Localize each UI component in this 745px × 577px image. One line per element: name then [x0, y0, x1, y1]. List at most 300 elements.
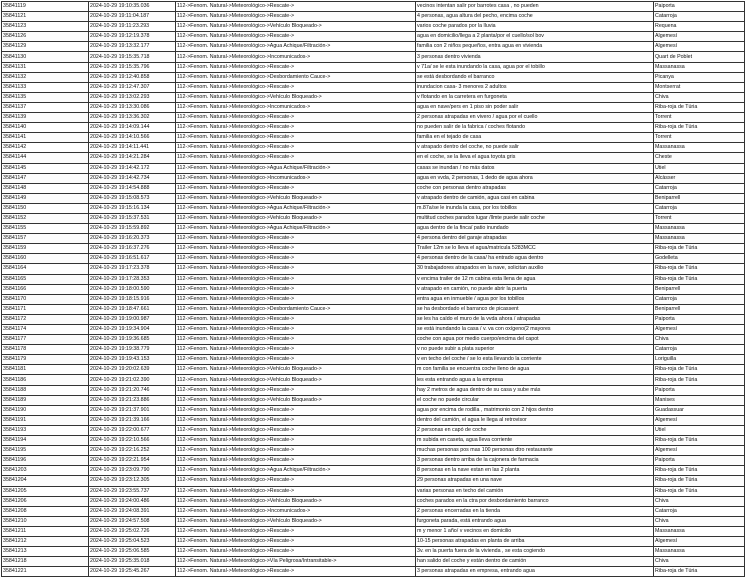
- incident-id-cell: 35841208: [2, 506, 89, 516]
- incident-id-cell: 35841174: [2, 325, 89, 335]
- location-cell: Loriguilla: [654, 355, 745, 365]
- location-cell: Algemesí: [654, 536, 745, 546]
- datetime-cell: 2024-10-29 19:18:00.590: [89, 284, 176, 294]
- location-cell: Massanassa: [654, 62, 745, 72]
- incident-id-cell: 35841196: [2, 456, 89, 466]
- datetime-cell: 2024-10-29 19:15:16.134: [89, 203, 176, 213]
- incident-type-cell: 112->Fenom. Natural->Meteorológico->Agua Achique/Filtración->: [176, 224, 416, 234]
- location-cell: Catarroja: [654, 183, 745, 193]
- datetime-cell: 2024-10-29 19:14:11.441: [89, 143, 176, 153]
- description-cell: v atrapado dentro del coche, no puede salir: [416, 143, 654, 153]
- incident-id-cell: 35841204: [2, 476, 89, 486]
- incident-id-cell: 35841137: [2, 102, 89, 112]
- location-cell: Algemesí: [654, 325, 745, 335]
- incident-type-cell: 112->Fenom. Natural->Meteorológico->Rescate->: [176, 62, 416, 72]
- table-row: [2, 173, 745, 183]
- datetime-cell: 2024-10-29 19:14:10.566: [89, 133, 176, 143]
- table-row: [2, 496, 745, 506]
- incident-type-cell: 112->Fenom. Natural->Meteorológico->Vehículo Bloqueado->: [176, 92, 416, 102]
- datetime-cell: 2024-10-29 19:15:35.796: [89, 62, 176, 72]
- description-cell: coche con agua por medio cuerpo/encima del capot: [416, 335, 654, 345]
- table-row: [2, 395, 745, 405]
- description-cell: agua por encima de rodilla , matrimonio con 2 hijos dentro: [416, 405, 654, 415]
- incident-type-cell: 112->Fenom. Natural->Meteorológico->Rescate->: [176, 274, 416, 284]
- description-cell: familia con 2 niños pequeños, entra agua en vivienda: [416, 42, 654, 52]
- description-cell: 3 personas dentro vivienda: [416, 52, 654, 62]
- description-cell: el coche no puede circular: [416, 395, 654, 405]
- incident-type-cell: 112->Fenom. Natural->Meteorológico->Rescate->: [176, 425, 416, 435]
- incident-type-cell: 112->Fenom. Natural->Meteorológico->Vehículo Bloqueado->: [176, 365, 416, 375]
- location-cell: Riba-roja de Túria: [654, 466, 745, 476]
- location-cell: Massanassa: [654, 547, 745, 557]
- incident-id-cell: 35841147: [2, 173, 89, 183]
- datetime-cell: 2024-10-29 19:15:08.573: [89, 193, 176, 203]
- description-cell: agua en vvda, 2 personas, 1 dedo de agua ahora: [416, 173, 654, 183]
- incident-id-cell: 35841171: [2, 304, 89, 314]
- datetime-cell: 2024-10-29 19:21:20.746: [89, 385, 176, 395]
- location-cell: Chiva: [654, 335, 745, 345]
- description-cell: v atrapado dentro de camión, agua casi en cabina: [416, 193, 654, 203]
- incident-type-cell: 112->Fenom. Natural->Meteorológico->Rescate->: [176, 405, 416, 415]
- description-cell: dentro del camión, el agua le llega al retrovisor: [416, 415, 654, 425]
- description-cell: v encima trailer de 12 m cabina esta llena de agua: [416, 274, 654, 284]
- description-cell: 30 trabajadores atrapados en la nave, solicitan auxilio: [416, 264, 654, 274]
- incident-id-cell: 35841205: [2, 486, 89, 496]
- table-row: [2, 436, 745, 446]
- description-cell: 2 personas atrapadas en vivero / agua por el cuello: [416, 113, 654, 123]
- incident-type-cell: 112->Fenom. Natural->Meteorológico->Rescate->: [176, 32, 416, 42]
- table-row: [2, 264, 745, 274]
- incident-type-cell: 112->Fenom. Natural->Meteorológico->Rescate->: [176, 254, 416, 264]
- description-cell: 3 personas atrapadas en empresa, entrando agua: [416, 567, 654, 577]
- location-cell: Picanya: [654, 72, 745, 82]
- incident-id-cell: 35841213: [2, 547, 89, 557]
- location-cell: Beniparrell: [654, 284, 745, 294]
- description-cell: furgoneta parada, está entrando agua: [416, 516, 654, 526]
- datetime-cell: 2024-10-29 19:21:37.901: [89, 405, 176, 415]
- datetime-cell: 2024-10-29 19:11:23.293: [89, 22, 176, 32]
- description-cell: 3v. en la puerta fuera de la vivienda , se esta cogiendo: [416, 547, 654, 557]
- description-cell: agua dentro de la finca/ patio inundado: [416, 224, 654, 234]
- description-cell: hay 2 metros de agua dentro de su casa y sube más: [416, 385, 654, 395]
- location-cell: Torrent: [654, 213, 745, 223]
- table-row: [2, 102, 745, 112]
- table-row: [2, 446, 745, 456]
- description-cell: en el coche, se la lleva el agua toyota gris: [416, 153, 654, 163]
- incident-id-cell: 35841141: [2, 133, 89, 143]
- table-row: [2, 224, 745, 234]
- datetime-cell: 2024-10-29 19:14:09.144: [89, 123, 176, 133]
- location-cell: Requena: [654, 22, 745, 32]
- description-cell: han salido del coche y están dentro de camión: [416, 557, 654, 567]
- incident-type-cell: 112->Fenom. Natural->Meteorológico->Rescate->: [176, 476, 416, 486]
- incident-id-cell: 35841129: [2, 42, 89, 52]
- incident-type-cell: 112->Fenom. Natural->Meteorológico->Rescate->: [176, 345, 416, 355]
- incident-id-cell: 35841211: [2, 526, 89, 536]
- description-cell: 2 personas encerradas en la tienda: [416, 506, 654, 516]
- incident-type-cell: 112->Fenom. Natural->Meteorológico->Rescate->: [176, 153, 416, 163]
- incident-id-cell: 35841190: [2, 405, 89, 415]
- location-cell: Manises: [654, 395, 745, 405]
- datetime-cell: 2024-10-29 19:19:34.904: [89, 325, 176, 335]
- datetime-cell: 2024-10-29 19:14:42.172: [89, 163, 176, 173]
- location-cell: Riba-roja de Túria: [654, 436, 745, 446]
- table-row: [2, 335, 745, 345]
- incident-id-cell: 35841148: [2, 183, 89, 193]
- table-row: [2, 294, 745, 304]
- datetime-cell: 2024-10-29 19:10:35.036: [89, 2, 176, 12]
- incident-type-cell: 112->Fenom. Natural->Meteorológico->Rescate->: [176, 456, 416, 466]
- incident-type-cell: 112->Fenom. Natural->Meteorológico->Vehículo Bloqueado->: [176, 516, 416, 526]
- incident-id-cell: 35841155: [2, 224, 89, 234]
- description-cell: m subida en caseta, agua lleva corriente: [416, 436, 654, 446]
- incident-type-cell: 112->Fenom. Natural->Meteorológico->Vehículo Bloqueado->: [176, 395, 416, 405]
- datetime-cell: 2024-10-29 19:14:42.734: [89, 173, 176, 183]
- datetime-cell: 2024-10-29 19:14:54.888: [89, 183, 176, 193]
- incident-id-cell: 35841210: [2, 516, 89, 526]
- location-cell: Paiporta: [654, 314, 745, 324]
- incident-id-cell: 35841206: [2, 496, 89, 506]
- table-row: [2, 153, 745, 163]
- datetime-cell: 2024-10-29 19:13:32.177: [89, 42, 176, 52]
- location-cell: Paiporta: [654, 385, 745, 395]
- datetime-cell: 2024-10-29 19:16:51.617: [89, 254, 176, 264]
- location-cell: Riba-roja de Túria: [654, 244, 745, 254]
- incident-id-cell: 35841218: [2, 557, 89, 567]
- datetime-cell: 2024-10-29 19:21:39.166: [89, 415, 176, 425]
- incident-id-cell: 35841181: [2, 365, 89, 375]
- incident-id-cell: 35841131: [2, 62, 89, 72]
- datetime-cell: 2024-10-29 19:21:23.886: [89, 395, 176, 405]
- description-cell: 29 personas atrapadas en una nave: [416, 476, 654, 486]
- description-cell: 2 personas en capó de coche: [416, 425, 654, 435]
- incident-type-cell: 112->Fenom. Natural->Meteorológico->Rescate->: [176, 567, 416, 577]
- incident-type-cell: 112->Fenom. Natural->Meteorológico->Vía Peligrosa/Intransitable->: [176, 557, 416, 567]
- incident-type-cell: 112->Fenom. Natural->Meteorológico->Agua Achique/Filtración->: [176, 466, 416, 476]
- incident-type-cell: 112->Fenom. Natural->Meteorológico->Vehículo Bloqueado->: [176, 375, 416, 385]
- description-cell: v 71a/ se le esta inundando la casa, agua por el tobillo: [416, 62, 654, 72]
- datetime-cell: 2024-10-29 19:19:00.987: [89, 314, 176, 324]
- datetime-cell: 2024-10-29 19:25:04.523: [89, 536, 176, 546]
- incident-type-cell: 112->Fenom. Natural->Meteorológico->Desbordamiento Cauce->: [176, 72, 416, 82]
- location-cell: Paiporta: [654, 2, 745, 12]
- location-cell: Riba-roja de Túria: [654, 274, 745, 284]
- location-cell: Beniparrell: [654, 304, 745, 314]
- datetime-cell: 2024-10-29 19:15:35.718: [89, 52, 176, 62]
- location-cell: Riba-roja de Túria: [654, 365, 745, 375]
- description-cell: 4 persona dentro del garaje atrapadas: [416, 234, 654, 244]
- incident-type-cell: 112->Fenom. Natural->Meteorológico->Rescate->: [176, 547, 416, 557]
- incident-type-cell: 112->Fenom. Natural->Meteorológico->Rescate->: [176, 123, 416, 133]
- incident-id-cell: 35841172: [2, 314, 89, 324]
- incident-id-cell: 35841191: [2, 415, 89, 425]
- incident-table-body: [2, 2, 745, 577]
- incident-id-cell: 35841188: [2, 385, 89, 395]
- location-cell: Catarroja: [654, 345, 745, 355]
- incident-type-cell: 112->Fenom. Natural->Meteorológico->Rescate->: [176, 415, 416, 425]
- datetime-cell: 2024-10-29 19:21:02.390: [89, 375, 176, 385]
- location-cell: Riba-roja de Túria: [654, 123, 745, 133]
- table-row: [2, 304, 745, 314]
- table-row: [2, 143, 745, 153]
- table-row: [2, 52, 745, 62]
- datetime-cell: 2024-10-29 19:20:02.639: [89, 365, 176, 375]
- incident-id-cell: 35841132: [2, 72, 89, 82]
- incident-type-cell: 112->Fenom. Natural->Meteorológico->Incomunicados->: [176, 52, 416, 62]
- description-cell: agua en domicilio/llega a 2 planta/por el cuello/sol bov: [416, 32, 654, 42]
- incident-id-cell: 35841152: [2, 213, 89, 223]
- datetime-cell: 2024-10-29 19:17:28.353: [89, 274, 176, 284]
- table-row: [2, 82, 745, 92]
- table-row: [2, 415, 745, 425]
- table-row: [2, 163, 745, 173]
- incident-id-cell: 35841144: [2, 153, 89, 163]
- incident-type-cell: 112->Fenom. Natural->Meteorológico->Rescate->: [176, 335, 416, 345]
- datetime-cell: 2024-10-29 19:19:38.779: [89, 345, 176, 355]
- incident-type-cell: 112->Fenom. Natural->Meteorológico->Vehículo Bloqueado->: [176, 213, 416, 223]
- table-row: [2, 92, 745, 102]
- description-cell: m y menor 1 año/ v vecinos en domicilio: [416, 526, 654, 536]
- incident-id-cell: 35841212: [2, 536, 89, 546]
- datetime-cell: 2024-10-29 19:12:40.858: [89, 72, 176, 82]
- incident-id-cell: 35841160: [2, 254, 89, 264]
- incident-id-cell: 35841130: [2, 52, 89, 62]
- incident-type-cell: 112->Fenom. Natural->Meteorológico->Rescate->: [176, 325, 416, 335]
- location-cell: Algemesí: [654, 32, 745, 42]
- table-row: [2, 284, 745, 294]
- location-cell: Massanassa: [654, 143, 745, 153]
- location-cell: Catarroja: [654, 506, 745, 516]
- description-cell: inundacion casa- 3 menores 2 adultos: [416, 82, 654, 92]
- incident-type-cell: 112->Fenom. Natural->Meteorológico->Agua Achique/Filtración->: [176, 203, 416, 213]
- datetime-cell: 2024-10-29 19:13:02.293: [89, 92, 176, 102]
- incident-id-cell: 35841121: [2, 12, 89, 22]
- incident-id-cell: 35841179: [2, 355, 89, 365]
- incident-id-cell: 35841135: [2, 92, 89, 102]
- description-cell: 3 personas dentro arriba de la cajonera de farmacia: [416, 456, 654, 466]
- datetime-cell: 2024-10-29 19:23:12.305: [89, 476, 176, 486]
- incident-id-cell: 35841194: [2, 436, 89, 446]
- table-row: [2, 234, 745, 244]
- location-cell: Godelleta: [654, 254, 745, 264]
- datetime-cell: 2024-10-29 19:16:37.276: [89, 244, 176, 254]
- table-row: [2, 203, 745, 213]
- incident-type-cell: 112->Fenom. Natural->Meteorológico->Rescate->: [176, 133, 416, 143]
- description-cell: varios coche parados por la lluvia: [416, 22, 654, 32]
- description-cell: m.87a/se le inunda la casa, por los tobillos: [416, 203, 654, 213]
- datetime-cell: 2024-10-29 19:25:02.726: [89, 526, 176, 536]
- incident-id-cell: 35841166: [2, 284, 89, 294]
- description-cell: se ha desbordado el barranco de picassent: [416, 304, 654, 314]
- description-cell: 4 personas dentro de la casa/ ha entrado agua dentro: [416, 254, 654, 264]
- table-row: [2, 456, 745, 466]
- location-cell: Massanassa: [654, 234, 745, 244]
- table-row: [2, 22, 745, 32]
- table-row: [2, 113, 745, 123]
- incident-id-cell: 35841159: [2, 244, 89, 254]
- incident-type-cell: 112->Fenom. Natural->Meteorológico->Desbordamiento Cauce->: [176, 304, 416, 314]
- incident-type-cell: 112->Fenom. Natural->Meteorológico->Rescate->: [176, 294, 416, 304]
- datetime-cell: 2024-10-29 19:19:43.153: [89, 355, 176, 365]
- location-cell: Torrent: [654, 113, 745, 123]
- incident-type-cell: 112->Fenom. Natural->Meteorológico->Incomunicados->: [176, 506, 416, 516]
- datetime-cell: 2024-10-29 19:25:45.267: [89, 567, 176, 577]
- table-row: [2, 133, 745, 143]
- table-row: [2, 123, 745, 133]
- incident-type-cell: 112->Fenom. Natural->Meteorológico->Rescate->: [176, 12, 416, 22]
- table-row: [2, 425, 745, 435]
- description-cell: se está desbordando el barranco: [416, 72, 654, 82]
- incident-type-cell: 112->Fenom. Natural->Meteorológico->Rescate->: [176, 82, 416, 92]
- location-cell: Chiva: [654, 557, 745, 567]
- incident-type-cell: 112->Fenom. Natural->Meteorológico->Vehículo Bloqueado->: [176, 496, 416, 506]
- datetime-cell: 2024-10-29 19:19:36.685: [89, 335, 176, 345]
- incident-type-cell: 112->Fenom. Natural->Meteorológico->Rescate->: [176, 264, 416, 274]
- description-cell: se está inundando la casa / v. va con oxígeno(2 mayores: [416, 325, 654, 335]
- datetime-cell: 2024-10-29 19:12:19.378: [89, 32, 176, 42]
- incident-type-cell: 112->Fenom. Natural->Meteorológico->Agua Achique/Filtración->: [176, 42, 416, 52]
- description-cell: muchas personas pos mas 100 personas dtro restaurante: [416, 446, 654, 456]
- description-cell: Trailer 12m se lo lleva el agua/matricula 5283MCC: [416, 244, 654, 254]
- table-row: [2, 405, 745, 415]
- incident-type-cell: 112->Fenom. Natural->Meteorológico->Agua Achique/Filtración->: [176, 163, 416, 173]
- incident-id-cell: 35841177: [2, 335, 89, 345]
- table-row: [2, 486, 745, 496]
- incident-id-cell: 35841221: [2, 567, 89, 577]
- datetime-cell: 2024-10-29 19:17:23.378: [89, 264, 176, 274]
- incident-type-cell: 112->Fenom. Natural->Meteorológico->Rescate->: [176, 436, 416, 446]
- incident-type-cell: 112->Fenom. Natural->Meteorológico->Rescate->: [176, 536, 416, 546]
- table-row: [2, 476, 745, 486]
- incident-type-cell: 112->Fenom. Natural->Meteorológico->Incomunicados->: [176, 173, 416, 183]
- incident-type-cell: 112->Fenom. Natural->Meteorológico->Rescate->: [176, 2, 416, 12]
- description-cell: agua en nave/pers en 1 piso sin poder salir: [416, 102, 654, 112]
- datetime-cell: 2024-10-29 19:18:15.916: [89, 294, 176, 304]
- datetime-cell: 2024-10-29 19:22:21.954: [89, 456, 176, 466]
- incident-type-cell: 112->Fenom. Natural->Meteorológico->Rescate->: [176, 355, 416, 365]
- table-row: [2, 183, 745, 193]
- description-cell: se les ha caído el muro de la vvda ahora / atrapadas: [416, 314, 654, 324]
- description-cell: varias personas en techo del camión: [416, 486, 654, 496]
- table-row: [2, 547, 745, 557]
- datetime-cell: 2024-10-29 19:11:04.187: [89, 12, 176, 22]
- incident-id-cell: 35841203: [2, 466, 89, 476]
- location-cell: Beniparrell: [654, 193, 745, 203]
- table-row: [2, 557, 745, 567]
- location-cell: Riba-roja de Túria: [654, 476, 745, 486]
- incident-id-cell: 35841123: [2, 22, 89, 32]
- datetime-cell: 2024-10-29 19:15:59.892: [89, 224, 176, 234]
- location-cell: Chiva: [654, 516, 745, 526]
- location-cell: Catarroja: [654, 12, 745, 22]
- incident-type-cell: 112->Fenom. Natural->Meteorológico->Rescate->: [176, 143, 416, 153]
- location-cell: Quart de Poblet: [654, 52, 745, 62]
- description-cell: m con familia se encuentra coche lleno de agua: [416, 365, 654, 375]
- location-cell: Riba-roja de Túria: [654, 567, 745, 577]
- description-cell: casas se inundan / no más datos: [416, 163, 654, 173]
- description-cell: v atrapado en camión, no puede abrir la puerta: [416, 284, 654, 294]
- datetime-cell: 2024-10-29 19:13:36.302: [89, 113, 176, 123]
- description-cell: v flotando en la carretera en furgoneta: [416, 92, 654, 102]
- location-cell: Paiporta: [654, 456, 745, 466]
- location-cell: Montserrat: [654, 82, 745, 92]
- table-row: [2, 516, 745, 526]
- location-cell: Utiel: [654, 163, 745, 173]
- location-cell: Catarroja: [654, 294, 745, 304]
- incident-type-cell: 112->Fenom. Natural->Meteorológico->Rescate->: [176, 385, 416, 395]
- table-row: [2, 72, 745, 82]
- location-cell: Algemesí: [654, 446, 745, 456]
- table-row: [2, 325, 745, 335]
- location-cell: Guadassuar: [654, 405, 745, 415]
- incident-id-cell: 35841150: [2, 203, 89, 213]
- datetime-cell: 2024-10-29 19:16:20.373: [89, 234, 176, 244]
- datetime-cell: 2024-10-29 19:13:30.086: [89, 102, 176, 112]
- table-row: [2, 365, 745, 375]
- location-cell: Riba-roja de Túria: [654, 375, 745, 385]
- incident-id-cell: 35841139: [2, 113, 89, 123]
- incident-id-cell: 35841149: [2, 193, 89, 203]
- datetime-cell: 2024-10-29 19:22:00.677: [89, 425, 176, 435]
- table-row: [2, 213, 745, 223]
- incident-type-cell: 112->Fenom. Natural->Meteorológico->Rescate->: [176, 314, 416, 324]
- datetime-cell: 2024-10-29 19:25:06.585: [89, 547, 176, 557]
- datetime-cell: 2024-10-29 19:22:16.252: [89, 446, 176, 456]
- table-row: [2, 62, 745, 72]
- datetime-cell: 2024-10-29 19:24:57.508: [89, 516, 176, 526]
- description-cell: entra agua en inmueble / agua por los tobillos: [416, 294, 654, 304]
- datetime-cell: 2024-10-29 19:12:47.307: [89, 82, 176, 92]
- location-cell: Utiel: [654, 425, 745, 435]
- incident-id-cell: 35841145: [2, 163, 89, 173]
- incident-id-cell: 35841164: [2, 264, 89, 274]
- table-row: [2, 506, 745, 516]
- table-row: [2, 385, 745, 395]
- description-cell: 8 personas en la nave estan en las 2 planta: [416, 466, 654, 476]
- table-row: [2, 567, 745, 577]
- location-cell: Massanassa: [654, 224, 745, 234]
- location-cell: Riba-roja de Túria: [654, 264, 745, 274]
- incident-type-cell: 112->Fenom. Natural->Meteorológico->Rescate->: [176, 446, 416, 456]
- incident-id-cell: 35841165: [2, 274, 89, 284]
- table-row: [2, 244, 745, 254]
- table-row: [2, 32, 745, 42]
- incident-type-cell: 112->Fenom. Natural->Meteorológico->Vehículo Bloqueado->: [176, 22, 416, 32]
- description-cell: vecinos intentan salir por barrotes casa , no pueden: [416, 2, 654, 12]
- table-row: [2, 345, 745, 355]
- incident-table: [1, 1, 745, 577]
- table-row: [2, 42, 745, 52]
- table-row: [2, 375, 745, 385]
- incident-id-cell: 35841170: [2, 294, 89, 304]
- table-row: [2, 193, 745, 203]
- description-cell: familia en el tejado de casa: [416, 133, 654, 143]
- datetime-cell: 2024-10-29 19:24:00.486: [89, 496, 176, 506]
- datetime-cell: 2024-10-29 19:22:10.566: [89, 436, 176, 446]
- datetime-cell: 2024-10-29 19:25:35.018: [89, 557, 176, 567]
- location-cell: Cheste: [654, 153, 745, 163]
- incident-type-cell: 112->Fenom. Natural->Meteorológico->Rescate->: [176, 113, 416, 123]
- table-row: [2, 526, 745, 536]
- datetime-cell: 2024-10-29 19:23:09.790: [89, 466, 176, 476]
- incident-id-cell: 35841133: [2, 82, 89, 92]
- incident-id-cell: 35841142: [2, 143, 89, 153]
- incident-id-cell: 35841189: [2, 395, 89, 405]
- location-cell: Chiva: [654, 496, 745, 506]
- description-cell: coches parados en la ctra por desbordamiento barranco: [416, 496, 654, 506]
- datetime-cell: 2024-10-29 19:24:08.391: [89, 506, 176, 516]
- description-cell: les esta entrando agua a la empresa: [416, 375, 654, 385]
